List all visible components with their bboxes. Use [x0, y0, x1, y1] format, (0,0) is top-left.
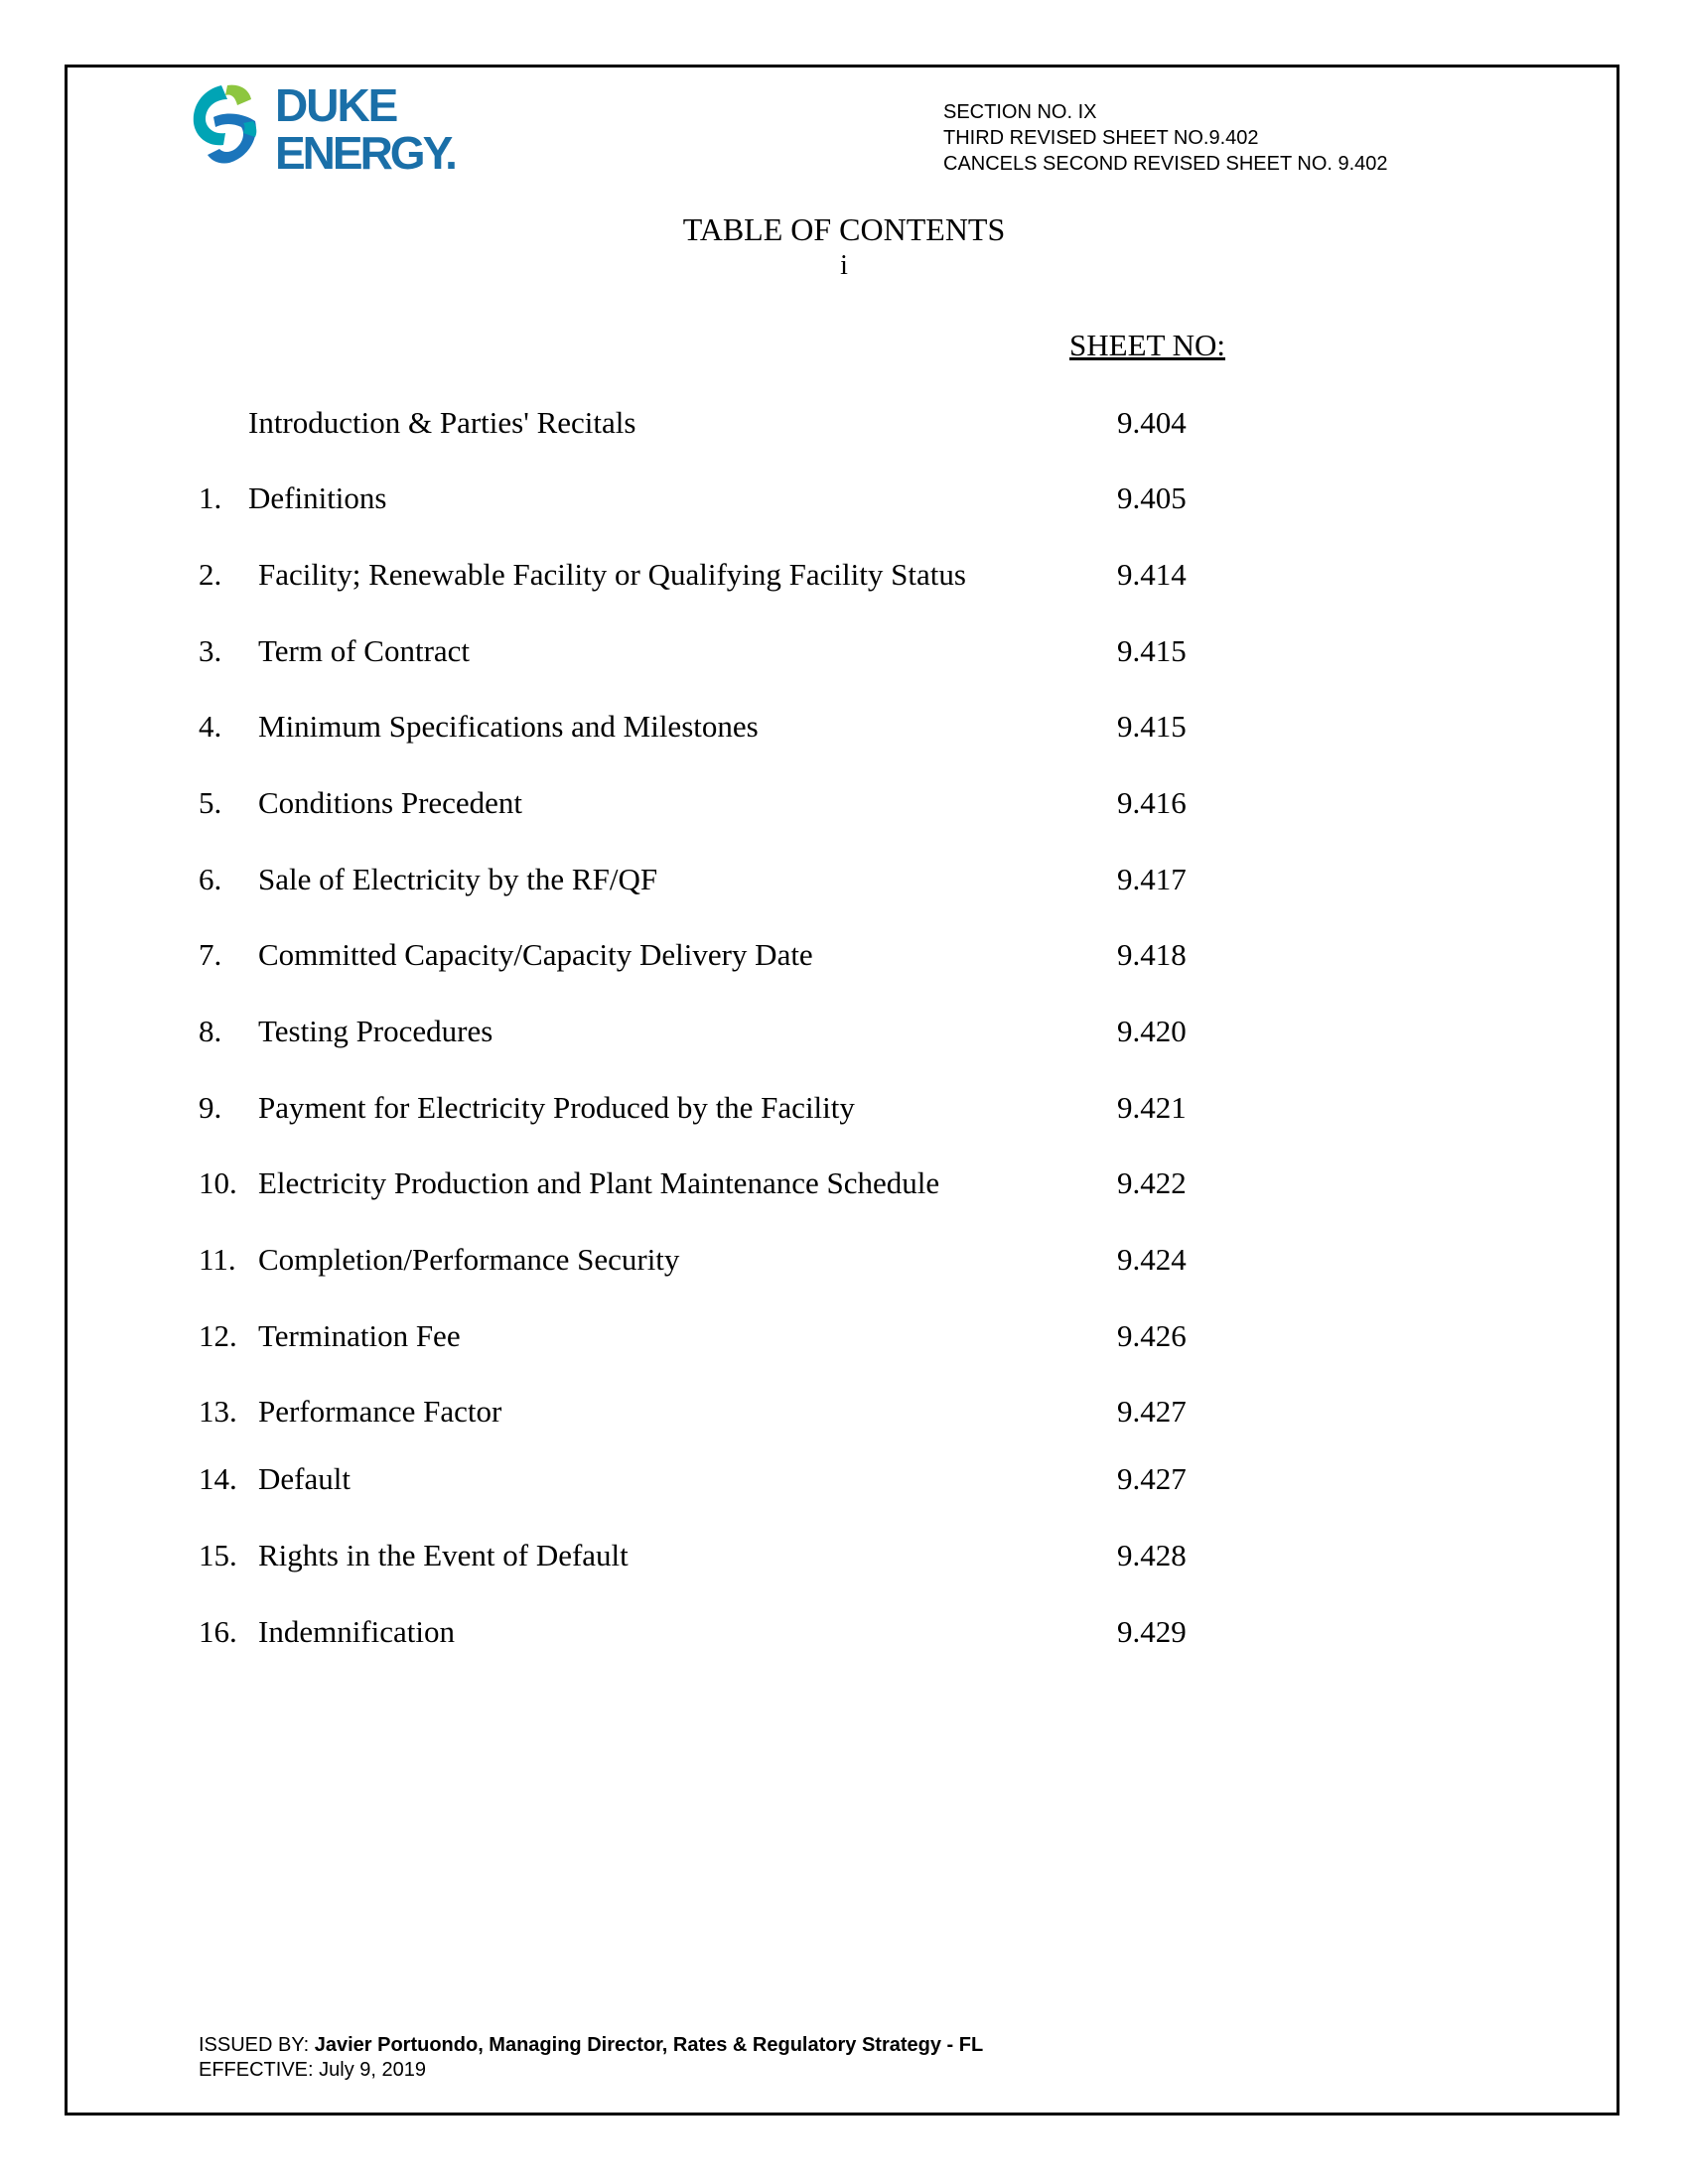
toc-sheet-number: 9.420	[1117, 1014, 1187, 1048]
logo-text-energy: ENERGY.	[275, 127, 455, 177]
toc-label: Indemnification	[258, 1614, 455, 1649]
toc-number: 2.	[199, 557, 222, 592]
toc-sheet-number: 9.422	[1117, 1165, 1187, 1200]
toc-sheet-number: 9.404	[1117, 405, 1187, 440]
toc-label: Committed Capacity/Capacity Delivery Date	[258, 937, 813, 972]
duke-energy-logo	[184, 77, 482, 177]
toc-number: 12.	[199, 1318, 237, 1353]
title-text: TABLE OF CONTENTS	[682, 211, 1006, 247]
toc-number: 5.	[199, 785, 222, 820]
toc-sheet-number: 9.429	[1117, 1614, 1187, 1649]
toc-label: Sale of Electricity by the RF/QF	[258, 862, 658, 896]
toc-sheet-number: 9.414	[1117, 557, 1187, 592]
toc-label: Introduction & Parties' Recitals	[248, 405, 636, 440]
toc-sheet-number: 9.405	[1117, 480, 1187, 515]
issuance-footer	[199, 2033, 983, 2083]
toc-label: Facility; Renewable Facility or Qualifying Facility Status	[258, 557, 966, 592]
toc-number: 7.	[199, 937, 222, 972]
toc-sheet-number: 9.416	[1117, 785, 1187, 820]
toc-label: Electricity Production and Plant Maintenance Schedule	[258, 1165, 940, 1200]
toc-sheet-number: 9.415	[1117, 709, 1187, 744]
toc-row	[0, 1392, 1688, 1432]
toc-label: Minimum Specifications and Milestones	[258, 709, 759, 744]
toc-sheet-number: 9.417	[1117, 862, 1187, 896]
sheet-no-column-header: SHEET NO:	[1069, 328, 1226, 362]
toc-row	[0, 1536, 1688, 1575]
toc-sheet-number: 9.424	[1117, 1242, 1187, 1277]
issued-by-label: ISSUED BY:	[199, 2034, 315, 2056]
toc-row	[0, 631, 1688, 671]
issued-by-line	[199, 2033, 983, 2058]
toc-sheet-number: 9.427	[1117, 1394, 1187, 1429]
effective-date-line	[199, 2058, 983, 2083]
toc-row	[0, 1240, 1688, 1280]
toc-number: 1.	[199, 480, 222, 515]
toc-sheet-number: 9.421	[1117, 1090, 1187, 1125]
toc-sheet-number: 9.428	[1117, 1538, 1187, 1572]
toc-number: 10.	[199, 1165, 237, 1200]
toc-label: Payment for Electricity Produced by the Facility	[258, 1090, 855, 1125]
toc-label: Default	[258, 1461, 351, 1496]
toc-label: Term of Contract	[258, 633, 471, 668]
revised-sheet-number: THIRD REVISED SHEET NO.9.402	[943, 127, 1259, 149]
toc-row	[0, 478, 1688, 518]
toc-label: Completion/Performance Security	[258, 1242, 680, 1277]
section-number: SECTION NO. IX	[943, 101, 1097, 123]
document-title	[0, 210, 1688, 284]
toc-sheet-number: 9.415	[1117, 633, 1187, 668]
toc-row	[0, 1088, 1688, 1128]
toc-label: Definitions	[248, 480, 387, 515]
toc-row	[0, 555, 1688, 595]
toc-row	[0, 1612, 1688, 1652]
toc-sheet-number: 9.427	[1117, 1461, 1187, 1496]
toc-label: Testing Procedures	[258, 1014, 493, 1048]
toc-number: 14.	[199, 1461, 237, 1496]
toc-number: 16.	[199, 1614, 237, 1649]
issued-by-value: Javier Portuondo, Managing Director, Rates & Regulatory Strategy - FL	[314, 2034, 984, 2056]
toc-label: Performance Factor	[258, 1394, 502, 1429]
toc-number: 9.	[199, 1090, 222, 1125]
effective-label: EFFECTIVE:	[199, 2059, 320, 2081]
toc-number: 8.	[199, 1014, 222, 1048]
toc-sheet-number: 9.426	[1117, 1318, 1187, 1353]
toc-row	[0, 860, 1688, 899]
toc-row	[0, 1012, 1688, 1051]
toc-number: 15.	[199, 1538, 237, 1572]
toc-row	[0, 707, 1688, 747]
toc-number: 4.	[199, 709, 222, 744]
toc-number: 3.	[199, 633, 222, 668]
toc-label: Conditions Precedent	[258, 785, 523, 820]
logo-text-duke: DUKE	[275, 79, 397, 131]
toc-sheet-number: 9.418	[1117, 937, 1187, 972]
sheet-identification	[943, 99, 1388, 177]
page-numeral: i	[840, 250, 848, 281]
toc-label: Termination Fee	[258, 1318, 461, 1353]
toc-row	[0, 935, 1688, 975]
toc-row	[0, 1163, 1688, 1203]
cancels-sheet-number: CANCELS SECOND REVISED SHEET NO. 9.402	[943, 153, 1388, 175]
toc-row	[0, 403, 1688, 443]
effective-date: July 9, 2019	[319, 2059, 426, 2081]
toc-number: 6.	[199, 862, 222, 896]
toc-label: Rights in the Event of Default	[258, 1538, 629, 1572]
toc-row	[0, 1316, 1688, 1356]
toc-number: 13.	[199, 1394, 237, 1429]
toc-row	[0, 1459, 1688, 1499]
toc-row	[0, 783, 1688, 823]
toc-number: 11.	[199, 1242, 236, 1277]
